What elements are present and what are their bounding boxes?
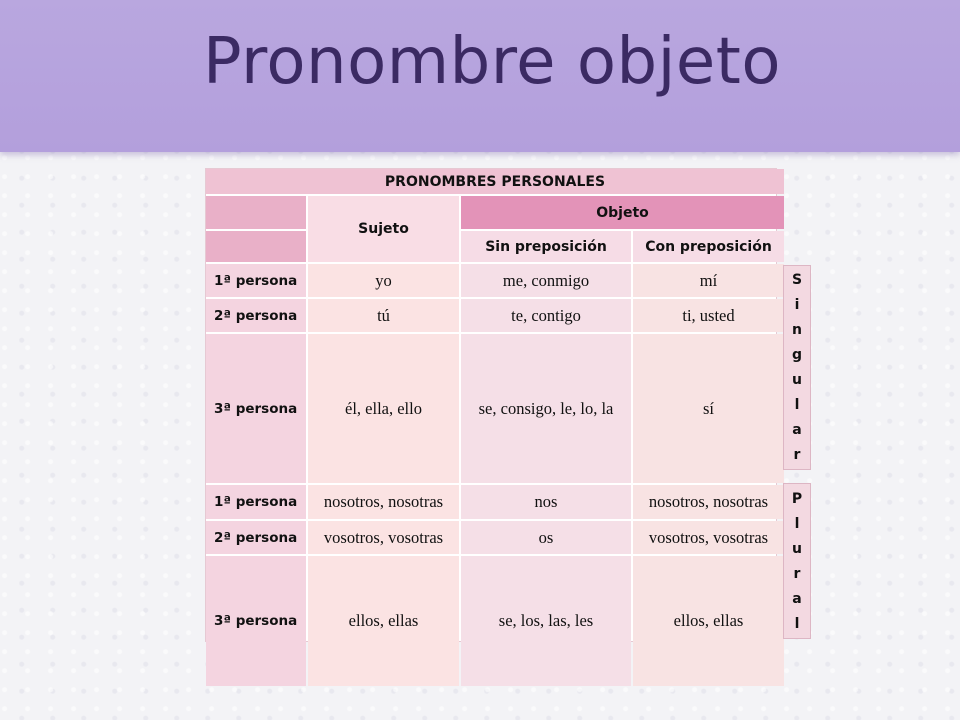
header-subject: Sujeto: [308, 196, 459, 262]
cell-without-preposition: se, consigo, le, lo, la: [461, 334, 631, 483]
side-letter: P: [791, 490, 803, 507]
row-person-label: 1ª persona: [206, 485, 306, 519]
header-corner-cell: [206, 231, 306, 262]
side-letter: g: [791, 347, 803, 364]
header-object: Objeto: [461, 196, 784, 229]
side-letter: l: [794, 515, 800, 532]
cell-with-preposition: ti, usted: [633, 299, 784, 332]
cell-subject: yo: [308, 264, 459, 297]
side-letter: i: [794, 297, 800, 314]
side-letter: n: [792, 322, 802, 339]
cell-with-preposition: mí: [633, 264, 784, 297]
side-letter: r: [793, 446, 801, 463]
header-without-preposition: Sin preposición: [461, 231, 631, 262]
slide-title: Pronombre objeto: [203, 25, 782, 99]
cell-without-preposition: se, los, las, les: [461, 556, 631, 686]
header-with-preposition: Con preposición: [633, 231, 784, 262]
side-letter: r: [793, 565, 801, 582]
cell-subject: él, ella, ello: [308, 334, 459, 483]
cell-without-preposition: te, contigo: [461, 299, 631, 332]
singular-side-label: [783, 265, 811, 470]
cell-with-preposition: sí: [633, 334, 784, 483]
cell-subject: tú: [308, 299, 459, 332]
cell-without-preposition: nos: [461, 485, 631, 519]
row-person-label: 2ª persona: [206, 521, 306, 554]
side-letter: l: [794, 396, 800, 413]
table-title: PRONOMBRES PERSONALES: [206, 169, 784, 194]
plural-side-label: [783, 483, 811, 639]
cell-with-preposition: ellos, ellas: [633, 556, 784, 686]
cell-without-preposition: me, conmigo: [461, 264, 631, 297]
pronouns-table: [205, 168, 777, 642]
cell-subject: vosotros, vosotras: [308, 521, 459, 554]
cell-with-preposition: vosotros, vosotras: [633, 521, 784, 554]
cell-with-preposition: nosotros, nosotras: [633, 485, 784, 519]
row-person-label: 3ª persona: [206, 556, 306, 686]
side-letter: a: [792, 590, 802, 607]
side-letter: l: [794, 615, 800, 632]
row-person-label: 1ª persona: [206, 264, 306, 297]
row-person-label: 3ª persona: [206, 334, 306, 483]
side-letter: u: [792, 540, 802, 557]
cell-subject: ellos, ellas: [308, 556, 459, 686]
cell-subject: nosotros, nosotras: [308, 485, 459, 519]
row-person-label: 2ª persona: [206, 299, 306, 332]
cell-without-preposition: os: [461, 521, 631, 554]
header-corner-cell: [206, 196, 306, 229]
side-letter: a: [792, 421, 802, 438]
side-letter: u: [792, 371, 802, 388]
side-letter: S: [791, 272, 803, 289]
